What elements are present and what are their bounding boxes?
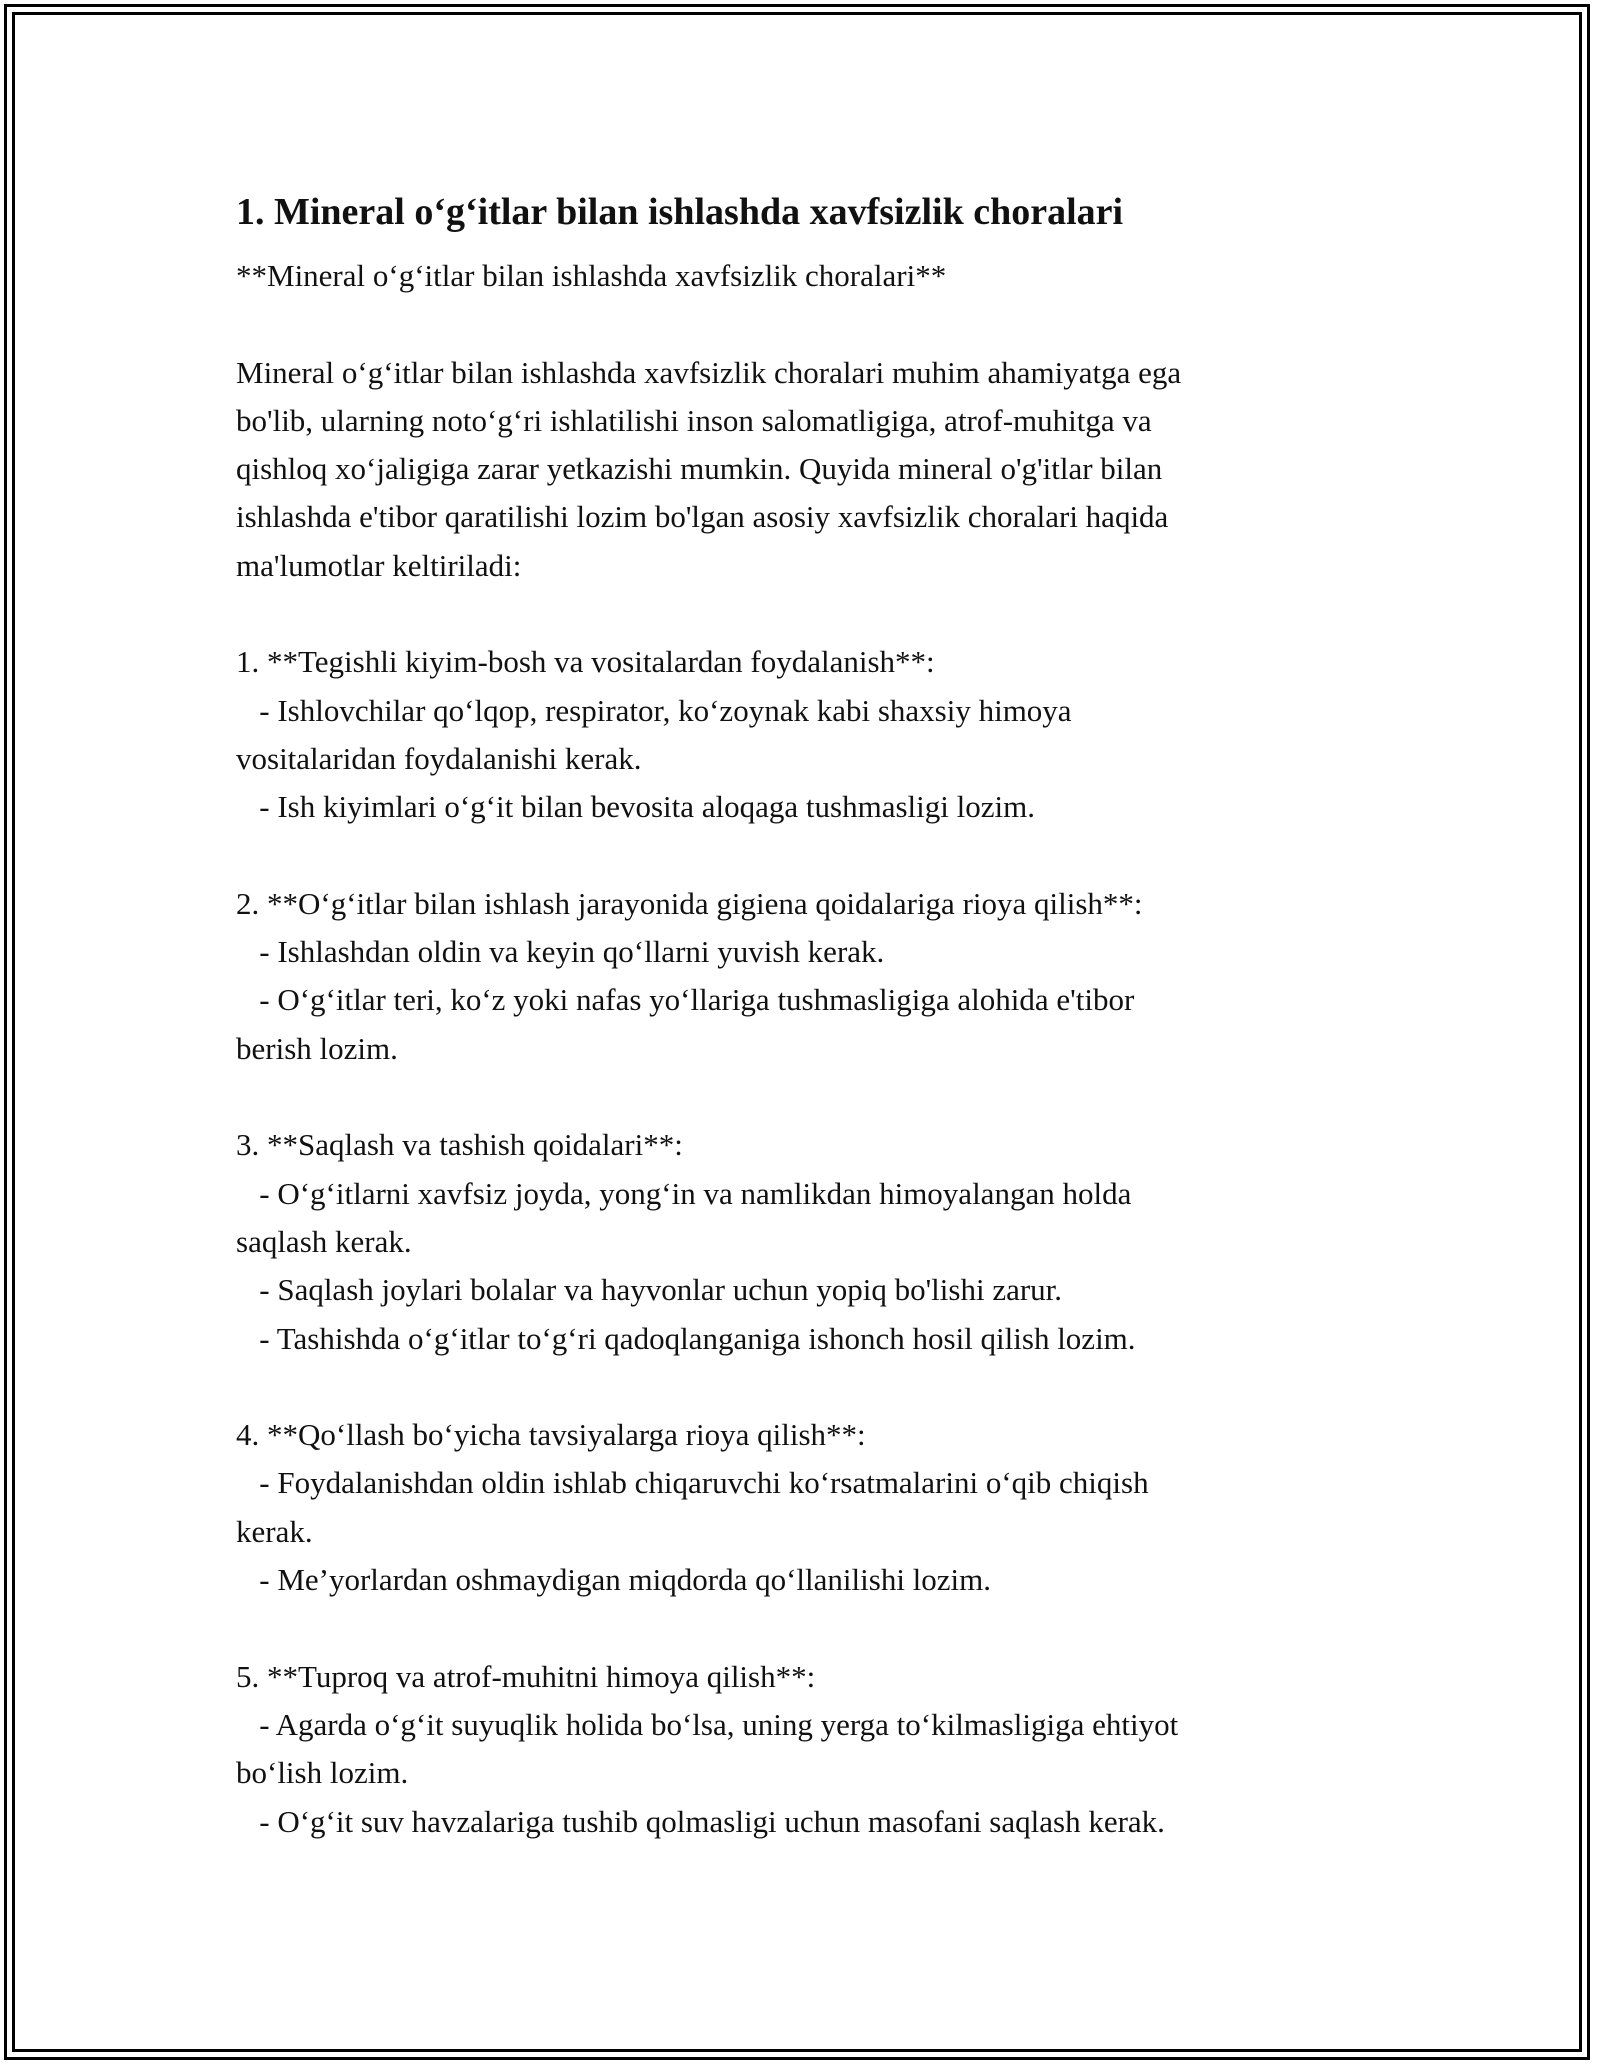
section-line: berish lozim. [236,1030,398,1066]
section-line: - Agarda o‘g‘it suyuqlik holida bo‘lsa, uning yerga to‘kilmasligiga ehtiyot [236,1706,1179,1742]
section-line: - O‘g‘itlarni xavfsiz joyda, yong‘in va namlikdan himoyalangan holda [236,1175,1132,1211]
section-heading: 5. **Tuproq va atrof-muhitni himoya qilish**: [236,1658,816,1694]
section-heading: 1. **Tegishli kiyim-bosh va vositalardan foydalanish**: [236,644,935,680]
blank-line [236,1363,1376,1411]
blank-line [236,1604,1376,1652]
section-2 [236,880,1376,1073]
intro-line: ma'lumotlar keltiriladi: [236,547,522,583]
section-5 [236,1653,1376,1846]
section-heading: 3. **Saqlash va tashish qoidalari**: [236,1127,683,1163]
section-line: - Me’yorlardan oshmaydigan miqdorda qo‘llanilishi lozim. [236,1562,992,1598]
blank-line [236,1073,1376,1121]
section-line: - Ish kiyimlari o‘g‘it bilan bevosita aloqaga tushmasligi lozim. [236,789,1035,825]
blank-line [236,590,1376,638]
section-line: - Tashishda o‘g‘itlar to‘g‘ri qadoqlanganiga ishonch hosil qilish lozim. [236,1320,1136,1356]
section-line: bo‘lish lozim. [236,1755,409,1791]
blank-line [236,300,1376,348]
section-line: - O‘g‘itlar teri, ko‘z yoki nafas yo‘llariga tushmasligiga alohida e'tibor [236,982,1135,1018]
section-heading: 4. **Qo‘llash bo‘yicha tavsiyalarga rioya qilish**: [236,1417,866,1453]
intro-line: Mineral o‘g‘itlar bilan ishlashda xavfsizlik choralari muhim ahamiyatga ega [236,354,1182,390]
section-3 [236,1121,1376,1362]
section-line: - O‘g‘it suv havzalariga tushib qolmasligi uchun masofani saqlash kerak. [236,1803,1165,1839]
document-body [236,186,1376,1846]
intro-paragraph [236,349,1376,590]
document-subtitle: **Mineral o‘g‘itlar bilan ishlashda xavfsizlik choralari** [236,258,947,293]
section-line: - Ishlashdan oldin va keyin qo‘llarni yuvish kerak. [236,934,885,970]
section-line: kerak. [236,1513,313,1549]
blank-line [236,832,1376,880]
intro-line: ishlashda e'tibor qaratilishi lozim bo'lgan asosiy xavfsizlik choralari haqida [236,499,1169,535]
section-line: - Ishlovchilar qo‘lqop, respirator, ko‘zoynak kabi shaxsiy himoya [236,692,1072,728]
section-1 [236,638,1376,831]
section-line: - Saqlash joylari bolalar va hayvonlar uchun yopiq bo'lishi zarur. [236,1272,1063,1308]
intro-line: bo'lib, ularning noto‘g‘ri ishlatilishi inson salomatligiga, atrof-muhitga va [236,402,1152,438]
section-line: saqlash kerak. [236,1223,412,1259]
section-4 [236,1411,1376,1604]
section-heading: 2. **O‘g‘itlar bilan ishlash jarayonida gigiena qoidalariga rioya qilish**: [236,885,1143,921]
document-title: 1. Mineral o‘g‘itlar bilan ishlashda xavfsizlik choralari [236,191,1124,233]
section-line: - Foydalanishdan oldin ishlab chiqaruvchi ko‘rsatmalarini o‘qib chiqish [236,1465,1149,1501]
section-line: vositalaridan foydalanishi kerak. [236,740,642,776]
intro-line: qishloq xo‘jaligiga zarar yetkazishi mumkin. Quyida mineral o'g'itlar bilan [236,451,1163,487]
